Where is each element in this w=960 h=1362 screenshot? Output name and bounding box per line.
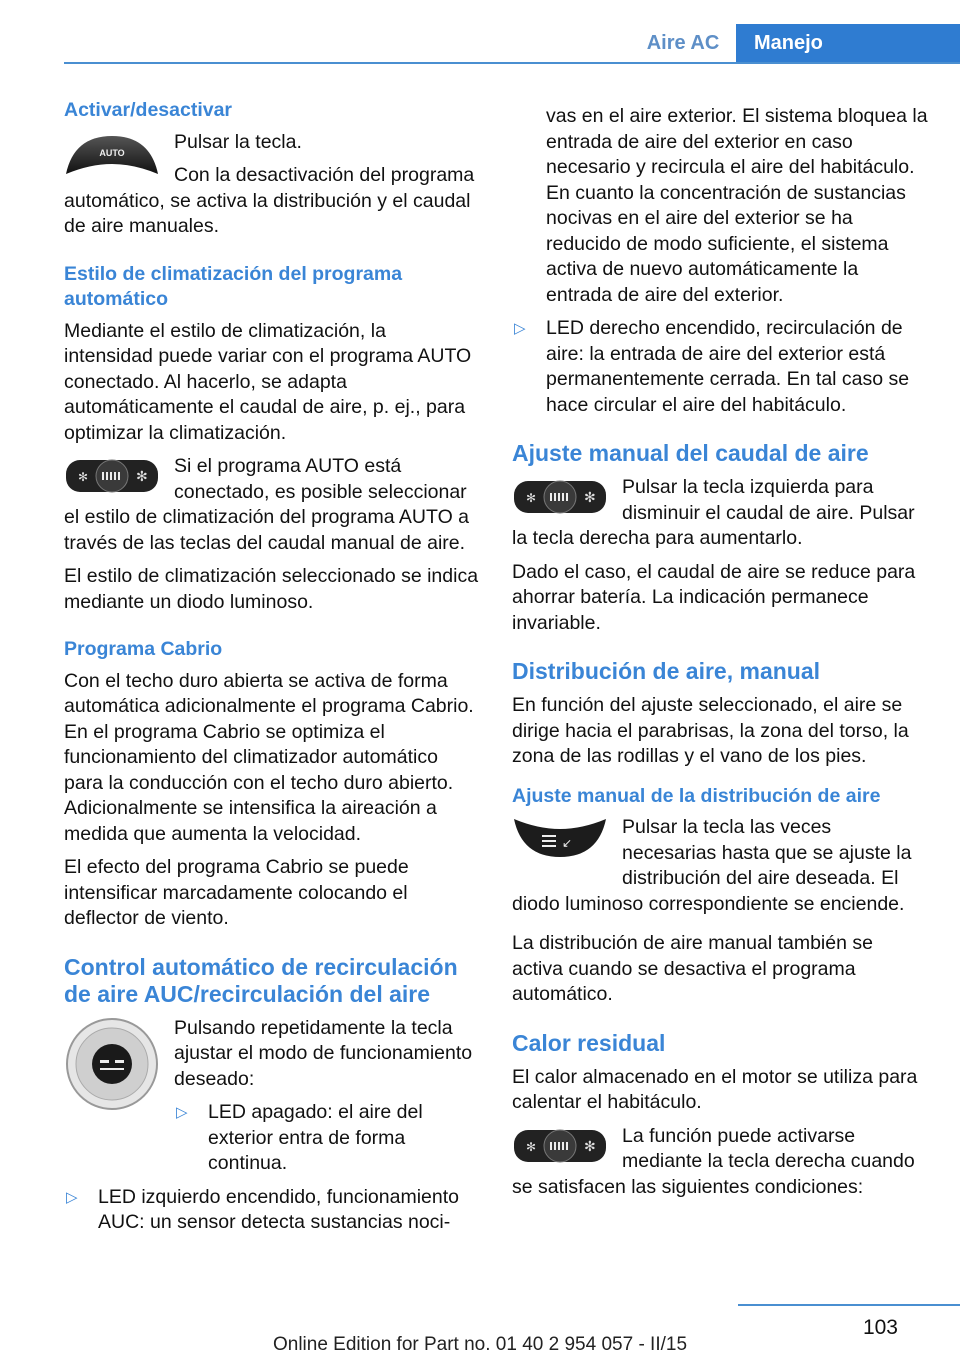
auc-bullet-3: LED derecho encendido, recirculación de aire: la entrada de aire del exterior está permanentemente cerrada. En tal caso se hace circular el aire del habitáculo. [546,317,910,416]
fan-large-icon: ✻ [584,489,596,505]
auto-key-label: AUTO [99,147,125,158]
caudal-text-2: Dado el caso, el caudal de aire se reduce para ahorrar batería. La indicación permanece invariable. [512,560,916,634]
fan-keys-image [64,454,160,498]
distrib-text-1: En función del ajuste seleccionado, el aire se dirige hacia el parabrisas, la zona del torso, la zona de las rodillas y el vano de los pies. [512,694,909,767]
triangle-bullet-icon: ▷ [66,1188,78,1206]
distrib-text-2: Pulsar la tecla las veces necesarias hasta que se ajuste la distribución del aire deseada. El diodo luminoso correspondiente se enciende. [512,816,912,915]
fan-small-icon: ✻ [78,470,89,484]
page-number: 103 [862,1316,898,1339]
heading-activar: Activar/desactivar [64,99,233,121]
heading-estilo: Estilo de climatización del programa automático [64,262,403,310]
auc-bullet-2: LED izquierdo encendido, funcionamiento AUC: un sensor detecta sustancias noci- [98,1185,459,1233]
edition-footer: Online Edition for Part no. 01 40 2 954 057 - II/15 [272,1334,688,1355]
seat-airflow-icon: ↙ [562,836,573,850]
fan-keys-image [512,1124,608,1168]
left-column [64,98,480,1244]
distrib-text-3: La distribución de aire manual también se activa cuando se desactiva el programa automático. [512,932,873,1005]
fan-keys-image [512,475,608,519]
header-rule [64,62,960,64]
fan-large-icon: ✻ [136,468,148,484]
right-column [512,104,928,1208]
calor-text-2: La función puede activarse mediante la tecla derecha cuando se satisfacen las siguientes condiciones: [512,1124,915,1198]
heading-cabrio: Programa Cabrio [64,638,223,660]
auc-bullet-2-continued: vas en el aire exterior. El sistema bloquea la entrada de aire del exterior en caso necesario y recircula el aire del habitáculo. En cuanto la concentración de sustancias nocivas en el aire del exterior se ha reducido de modo suficiente, el sistema activa de nuevo automáticamente la entrada de aire del exterior. [546,105,928,306]
activar-text-2: Con la desactivación del programa automático, se activa la distribución y el caudal de aire manuales. [64,164,475,237]
activar-text-1: Pulsar la tecla. [174,130,302,153]
header-tab-chapter: Manejo [736,24,960,62]
heading-caudal: Ajuste manual del caudal de aire [512,440,869,466]
list-item [64,1185,480,1236]
fan-large-icon: ✻ [584,1137,596,1154]
fan-small-icon: ✻ [526,491,537,505]
estilo-text-3: El estilo de climatización seleccionado se indica mediante un diodo luminoso. [64,565,479,613]
heading-distribucion: Distribución de aire, manual [512,658,821,684]
estilo-text-2: Si el programa AUTO está conectado, es posible seleccionar el estilo de climatización del programa AUTO a través de las teclas del caudal manual de aire. [64,455,469,554]
cabrio-text-1: Con el techo duro abierta se activa de forma automática adicionalmente el programa Cabrio. En el programa Cabrio se optimiza el funcionamiento del climatizador automático para la conducción con el techo duro abierto. Adicionalmente se intensifica la aireación a medida que aumenta la velocidad. [64,669,474,845]
auc-text-1: Pulsando repetidamente la tecla ajustar el modo de funcionamiento deseado: [174,1016,473,1090]
triangle-bullet-icon: ▷ [176,1104,188,1121]
auc-bullet-1: LED apagado: el aire del exterior entra de forma continua. [208,1101,423,1174]
auto-key-image [64,130,160,178]
footer-rule [738,1304,960,1306]
header-tab-section: Aire AC [646,32,720,54]
air-distribution-key-image [512,815,608,863]
estilo-text-1: Mediante el estilo de climatización, la intensidad puede variar con el programa AUTO conectado. Al hacerlo, se adapta automáticamente el caudal de aire, p. ej., para optimizar la climatización. [64,319,472,444]
cabrio-text-2: El efecto del programa Cabrio se puede intensificar marcadamente colocando el deflector de viento. [64,856,409,929]
recirculation-knob-image [64,1016,160,1112]
triangle-bullet-icon: ▷ [514,320,526,337]
list-item [512,316,928,418]
list-item [512,104,928,308]
heading-auc: Control automático de recirculación de aire AUC/recirculación del aire [64,953,458,1007]
heading-calor: Calor residual [512,1029,666,1056]
heading-distribucion-manual: Ajuste manual de la distribución de aire [512,784,881,807]
caudal-text-1: Pulsar la tecla izquierda para disminuir el caudal de aire. Pulsar la tecla derecha para aumentarlo. [512,476,915,549]
calor-text-1: El calor almacenado en el motor se utiliza para calentar el habitáculo. [512,1065,918,1113]
fan-small-icon: ✻ [526,1139,537,1154]
list-item [174,1100,480,1177]
